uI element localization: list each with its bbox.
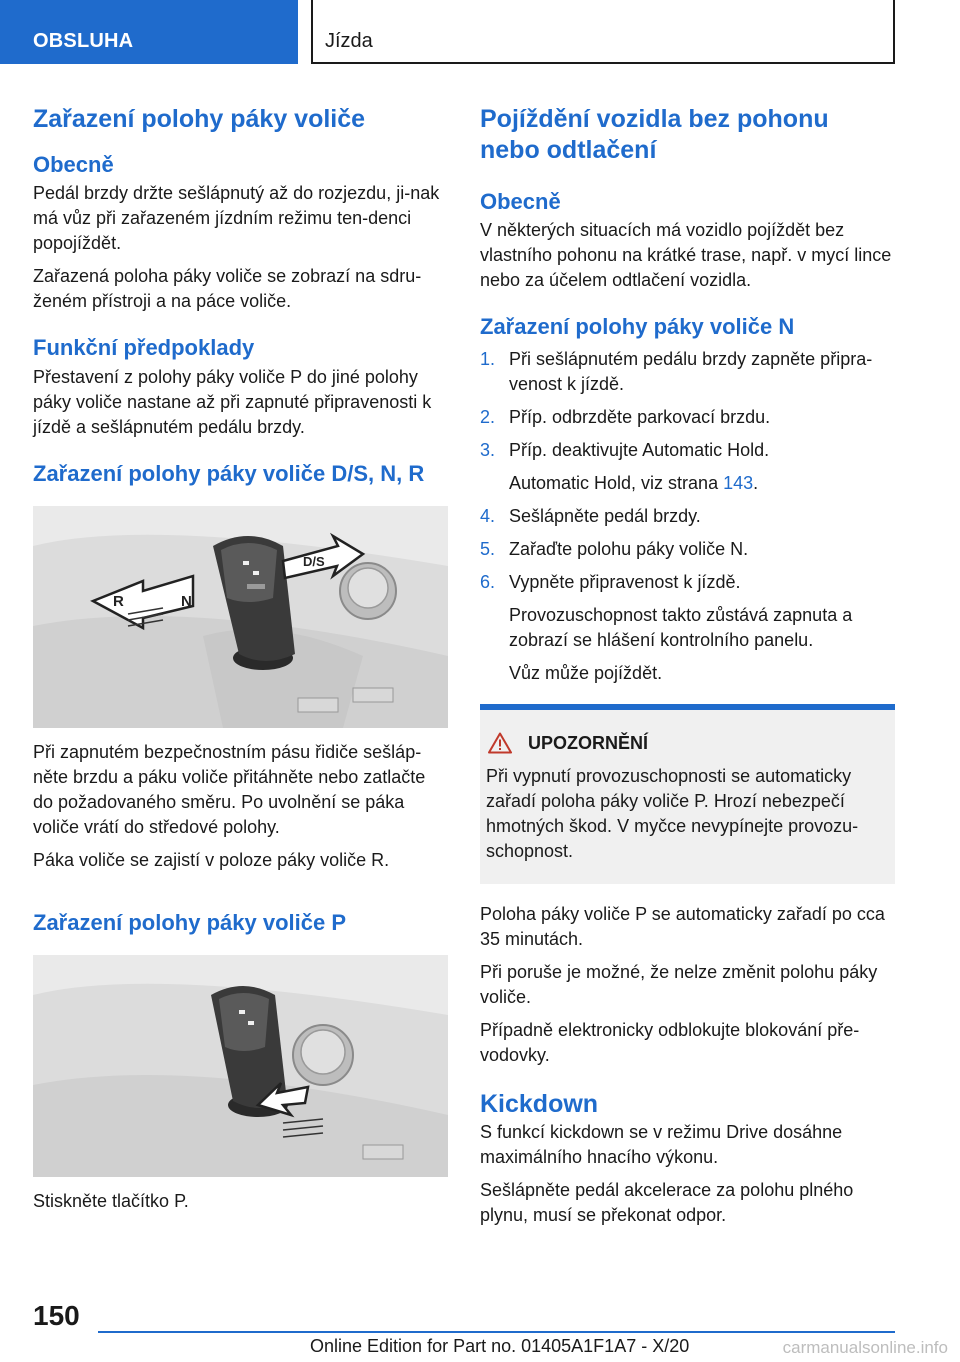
gear-selector-illustration-p: [33, 955, 448, 1177]
paragraph: Při zapnutém bezpečnostním pásu řidiče sešláp-něte brzdu a páku voliče přitáhněte nebo zatlačte do požadovaného směru. Po uvolnění se páka voliče vrátí do středové polohy.: [33, 742, 426, 837]
step-subtext: Vůz může pojíždět.: [509, 663, 663, 683]
heading-general: Obecně: [480, 189, 561, 214]
paragraph: Zařazená poloha páky voliče se zobrazí na sdru-ženém přístroji a na páce voliče.: [33, 266, 422, 311]
paragraph: Pedál brzdy držte sešlápnutý až do rozjezdu, ji-nak má vůz při zařazeném jízdním režimu ten-denci popojíždět.: [33, 183, 440, 253]
illus-label-r: R: [113, 593, 124, 610]
illus-label-n: N: [181, 593, 192, 610]
chapter-label: Jízda: [325, 30, 373, 52]
watermark: carmanualsonline.info: [782, 1338, 948, 1357]
paragraph: Sešlápněte pedál akcelerace za polohu plného plynu, musí se překonat odpor.: [480, 1180, 854, 1225]
step-subtext: Provozuschopnost takto zůstává zapnuta a zobrazí se hlášení kontrolního panelu.: [509, 605, 853, 650]
chapter-header: [311, 0, 895, 64]
illus-label-ds: D/S: [303, 554, 325, 569]
heading-selector-position: Zařazení polohy páky voliče: [33, 105, 366, 133]
heading-rolling-without-drive: Pojíždění vozidla bez pohonu nebo odtlačení: [480, 105, 829, 164]
warning-text: Při vypnutí provozuschopnosti se automaticky zařadí poloha páky voliče P. Hrozí nebezpečí hmotných škod. V myčce nevypínejte provozu-schopnost.: [486, 766, 859, 861]
paragraph: Případně elektronicky odblokujte blokování pře-vodovky.: [480, 1020, 860, 1065]
paragraph: Páka voliče se zajistí v poloze páky voliče R.: [33, 850, 390, 870]
heading-general: Obecně: [33, 152, 114, 177]
right-column: [480, 100, 895, 1236]
list-item: [480, 504, 895, 529]
paragraph: S funkcí kickdown se v režimu Drive dosáhne maximálního hnacího výkonu.: [480, 1122, 843, 1167]
page-number: 150: [33, 1300, 80, 1331]
step-number: 5.: [480, 539, 496, 559]
step-number: 1.: [480, 349, 496, 369]
heading-preconditions: Funkční předpoklady: [33, 335, 255, 360]
list-item: [480, 438, 895, 496]
step-number: 2.: [480, 407, 496, 427]
heading-position-p: Zařazení polohy páky voliče P: [33, 910, 346, 935]
step-number: 4.: [480, 506, 496, 526]
heading-kickdown: Kickdown: [480, 1090, 599, 1118]
step-text: Sešlápněte pedál brzdy.: [509, 506, 701, 526]
step-number: 6.: [480, 572, 496, 592]
step-text: Zařaďte polohu páky voliče N.: [509, 539, 749, 559]
section-label: OBSLUHA: [33, 30, 134, 52]
steps-list: [480, 347, 895, 686]
paragraph: Při poruše je možné, že nelze změnit polohu páky voliče.: [480, 962, 878, 1007]
heading-dsnr: Zařazení polohy páky voliče D/S, N, R: [33, 461, 425, 486]
list-item: [480, 537, 895, 562]
step-number: 3.: [480, 440, 496, 460]
warning-box: [480, 704, 895, 884]
list-item: [480, 405, 895, 430]
paragraph: Přestavení z polohy páky voliče P do jiné polohy páky voliče nastane až při zapnuté připravenosti k jízdě a sešlápnutém pedálu brzdy.: [33, 367, 432, 437]
heading-position-n: Zařazení polohy páky voliče N: [480, 314, 795, 339]
edition-footer: Online Edition for Part no. 01405A1F1A7 - X/20: [310, 1336, 690, 1356]
list-item: [480, 347, 895, 397]
warning-title: UPOZORNĚNÍ: [528, 732, 649, 753]
paragraph: Stiskněte tlačítko P.: [33, 1191, 189, 1211]
paragraph: Poloha páky voliče P se automaticky zařadí po cca 35 minutách.: [480, 904, 885, 949]
left-column: [33, 100, 448, 1222]
step-text: Vypněte připravenost k jízdě.: [509, 572, 741, 592]
footer-divider: [98, 1331, 895, 1333]
page-reference-link[interactable]: 143: [723, 473, 754, 493]
warning-triangle-icon: [488, 732, 512, 754]
section-tab: [0, 0, 298, 64]
step-subtext: Automatic Hold, viz strana 143.: [509, 473, 759, 493]
warning-header: [486, 732, 887, 754]
list-item: [480, 570, 895, 686]
step-text: Příp. deaktivujte Automatic Hold.: [509, 440, 770, 460]
step-text: Příp. odbrzděte parkovací brzdu.: [509, 407, 771, 427]
paragraph: V některých situacích má vozidlo pojíždět bez vlastního pohonu na krátké trase, např. v mycí lince nebo za účelem odtlačení vozidla.: [480, 220, 892, 290]
step-text: Při sešlápnutém pedálu brzdy zapněte připra-venost k jízdě.: [509, 349, 873, 394]
gear-selector-illustration-dsnr: [33, 506, 448, 728]
